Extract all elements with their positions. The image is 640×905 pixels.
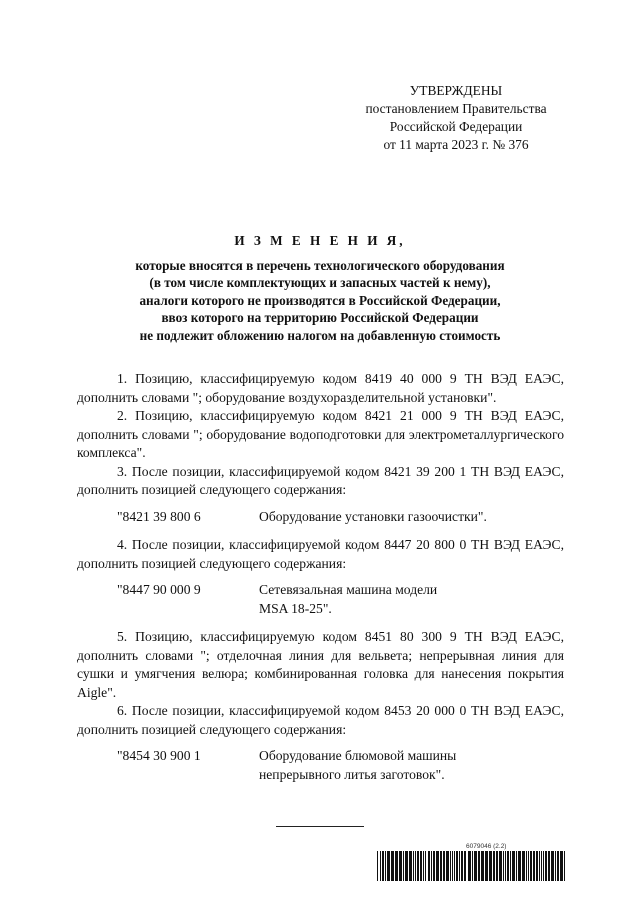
change-item-2: 2. Позицию, классифицируемую кодом 8421 21 000 9 ТН ВЭД ЕАЭС, дополнить словами "; оборудование водоподготовки для электрометаллургического комплекса".: [77, 408, 564, 460]
end-separator: [276, 826, 364, 827]
barcode-icon: [377, 851, 565, 881]
entry-code: "8447 90 000 9: [117, 582, 201, 597]
document-id: 6079046 (2.2): [466, 843, 507, 850]
approval-country: Российской Федерации: [389, 119, 523, 134]
entry-code: "8421 39 800 6: [117, 508, 201, 524]
entry-code: "8454 30 900 1: [117, 748, 201, 763]
approval-title: УТВЕРЖДЕНЫ: [409, 83, 503, 98]
approval-stamp: [340, 82, 572, 154]
change-item-5: 5. Позицию, классифицируемую кодом 8451 80 300 9 ТН ВЭД ЕАЭС, дополнить словами "; отделочная линия для вельвета; непрерывная линия для сушки и умягчения велюра; комбинированная головка для нанесения покрытия Aigle".: [77, 629, 564, 700]
entry-description: Оборудование установки газоочистки".: [259, 508, 487, 524]
approval-date-number: от 11 марта 2023 г. № 376: [383, 137, 529, 152]
change-item-6: 6. После позиции, классифицируемой кодом 8453 20 000 0 ТН ВЭД ЕАЭС, дополнить позицией следующего содержания:: [77, 703, 564, 737]
document-body: [77, 370, 564, 792]
title-line: не подлежит обложению налогом на добавленную стоимость: [139, 327, 501, 343]
title-line: (в том числе комплектующих и запасных частей к нему),: [149, 275, 491, 290]
entry-description-line: Оборудование блюмовой машины: [259, 748, 457, 763]
title-line: ввоз которого на территорию Российской Федерации: [161, 310, 479, 325]
entry-description: [259, 581, 564, 618]
entry-description-line: Сетевязальная машина модели: [259, 582, 438, 597]
entry-description-line: непрерывного литья заготовок".: [259, 766, 445, 782]
code-entry: [117, 508, 564, 527]
title-line: аналоги которого не производятся в Российской Федерации,: [139, 292, 501, 308]
title-heading: И З М Е Н Е Н И Я,: [234, 233, 406, 248]
title-line: которые вносятся в перечень технологического оборудования: [135, 257, 505, 273]
change-item-1: 1. Позицию, классифицируемую кодом 8419 40 000 9 ТН ВЭД ЕАЭС, дополнить словами "; оборудование воздухоразделительной установки".: [77, 371, 564, 405]
approval-resolution: постановлением Правительства: [365, 101, 547, 116]
change-item-4: 4. После позиции, классифицируемой кодом 8447 20 800 0 ТН ВЭД ЕАЭС, дополнить позицией следующего содержания:: [77, 537, 564, 571]
change-item-3: 3. После позиции, классифицируемой кодом 8421 39 200 1 ТН ВЭД ЕАЭС, дополнить позицией следующего содержания:: [77, 463, 564, 497]
code-entry: [117, 747, 564, 784]
code-entry: [117, 581, 564, 618]
entry-description-line: MSA 18-25".: [259, 600, 332, 616]
entry-description: [259, 747, 564, 784]
document-title: [70, 232, 570, 344]
